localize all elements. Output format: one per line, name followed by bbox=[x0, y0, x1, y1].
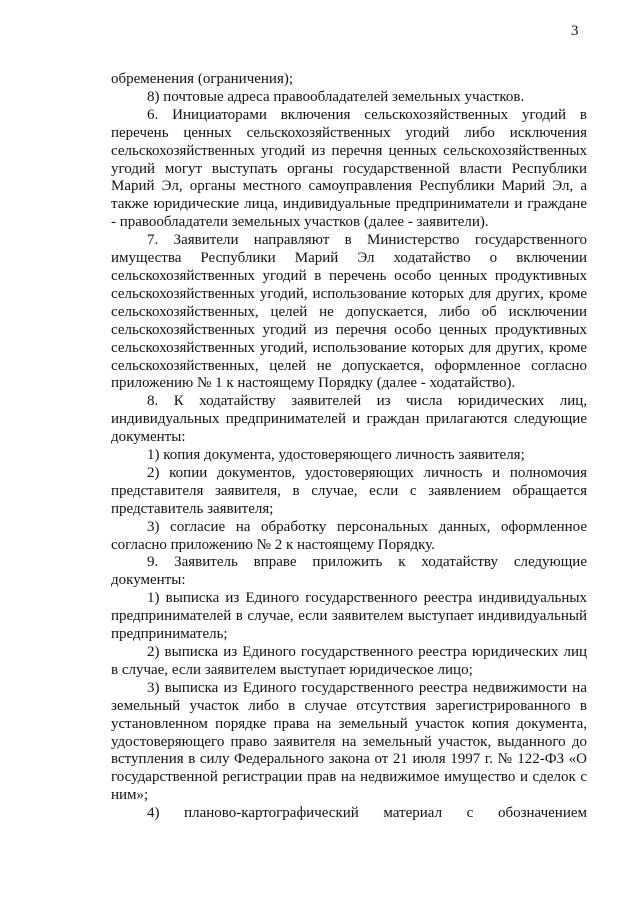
paragraph: 3) выписка из Единого государственного реестра недвижимости на земельный участок либо в случае отсутствия зарегистрированного в установленном порядке права на земельный участок копия документа, удостоверяющего право заявителя на земельный участок, выданного до вступления в силу Федерального закона от 21 июля 1997 г. № 122-ФЗ «О государственной регистрации прав на недвижимое имущество и сделок с ним»; bbox=[111, 679, 587, 804]
paragraph: обременения (ограничения); bbox=[111, 71, 294, 87]
paragraph: 1) копия документа, удостоверяющего личность заявителя; bbox=[147, 447, 525, 464]
paragraph: 2) копии документов, удостоверяющих личность и полномочия представителя заявителя, в случае, если с заявлением обращается представитель заявителя; bbox=[111, 464, 587, 517]
paragraph: 9. Заявитель вправе приложить к ходатайству следующие документы: bbox=[111, 554, 587, 589]
paragraph: 2) выписка из Единого государственного реестра юридических лиц в случае, если заявителем выступает юридическое лицо; bbox=[111, 644, 587, 678]
paragraph: 6. Инициаторами включения сельскохозяйственных угодий в перечень ценных сельскохозяйственных угодий либо исключения сельскохозяйственных угодий из перечня ценных сельскохозяйственных угодий могут выступать органы государственной власти Республики Марий Эл, органы местного самоуправления Республики Марий Эл, а также юридические лица, индивидуальные предприниматели и граждане - правообладатели земельных участков (далее - заявители). bbox=[111, 106, 587, 231]
paragraph: 3) согласие на обработку персональных данных, оформленное согласно приложению № 2 к настоящему Порядку. bbox=[111, 518, 587, 553]
paragraph: 4) планово-картографический материал с обозначением bbox=[147, 805, 587, 822]
document-body bbox=[111, 71, 587, 823]
paragraph: 7. Заявители направляют в Министерство государственного имущества Республики Марий Эл ходатайство о включении сельскохозяйственных угодий в перечень особо ценных продуктивных сельскохозяйственных угодий, использование которых для других, кроме сельскохозяйственных, целей не допускается, либо об исключении сельскохозяйственных угодий из перечня особо ценных продуктивных сельскохозяйственных угодий, использование которых для других, кроме сельскохозяйственных, целей не допускается, оформленное согласно приложению № 1 к настоящему Порядку (далее - ходатайство). bbox=[111, 232, 587, 392]
page-number: 3 bbox=[571, 23, 579, 39]
paragraph: 8) почтовые адреса правообладателей земельных участков. bbox=[147, 88, 525, 105]
paragraph: 1) выписка из Единого государственного реестра индивидуальных предпринимателей в случае, если заявителем выступает индивидуальный предприниматель; bbox=[111, 590, 587, 643]
paragraph: 8. К ходатайству заявителей из числа юридических лиц, индивидуальных предпринимателей и граждан прилагаются следующие документы: bbox=[111, 393, 587, 446]
